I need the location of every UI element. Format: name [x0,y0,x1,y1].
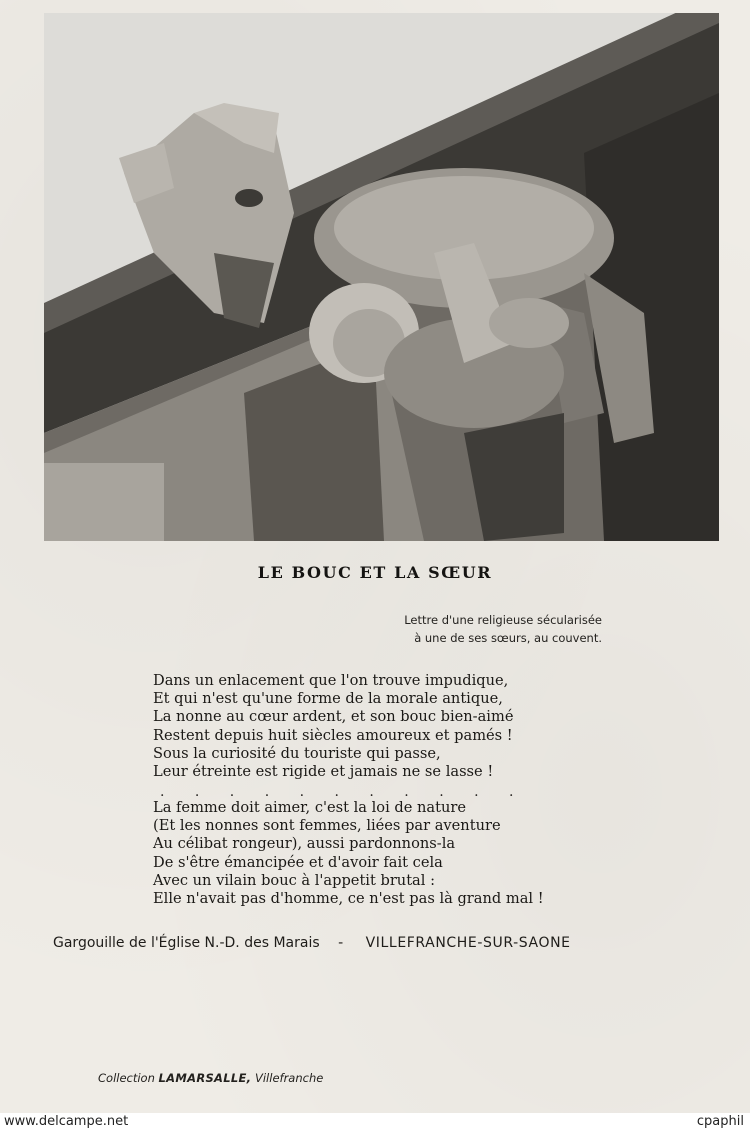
subtitle-line: Lettre d'une religieuse sécularisée [404,613,602,627]
poem-line: Avec un vilain bouc à l'appetit brutal : [153,871,435,889]
poem-line: La nonne au cœur ardent, et son bouc bien-aimé [153,708,514,726]
poem-line: (Et les nonnes sont femmes, liées par aventure [153,817,501,835]
poem-line: Elle n'avait pas d'homme, ce n'est pas là grand mal ! [153,890,544,908]
collection-credit [98,1071,323,1085]
collection-prefix: Collection [98,1071,155,1085]
poem-line: Dans un enlacement que l'on trouve impudique, [153,672,509,689]
postcard-title: LE BOUC ET LA SŒUR [257,563,493,582]
watermark-bar [0,1113,750,1131]
caption-dash: - [338,935,344,951]
gargoyle-photo [44,13,719,541]
subtitle [302,611,602,647]
caption-place: VILLEFRANCHE-SUR-SAONE [365,935,571,951]
poem-line: De s'être émancipée et d'avoir fait cela [153,853,443,871]
stanza-separator: . . . . . . . . . . . [160,784,527,800]
collection-city: Villefranche [255,1071,324,1085]
poem-line: Restent depuis huit siècles amoureux et pamés ! [153,726,513,744]
caption-subject: Gargouille de l'Église N.-D. des Marais [53,935,320,951]
poem-stanza-2 [153,799,633,908]
poem-stanza-1 [153,672,633,781]
photo-caption [53,935,703,951]
poem-line: Au célibat rongeur), aussi pardonnons-la [153,835,456,853]
poem-line: Leur étreinte est rigide et jamais ne se lasse ! [153,763,494,781]
poem-line: La femme doit aimer, c'est la loi de nature [153,799,466,816]
watermark-seller: cpaphil [696,1114,744,1129]
collection-name: LAMARSALLE, [158,1071,252,1085]
watermark-site: www.delcampe.net [4,1114,129,1129]
poem-line: Et qui n'est qu'une forme de la morale antique, [153,690,503,708]
poem-line: Sous la curiosité du touriste qui passe, [153,744,441,762]
subtitle-line: à une de ses sœurs, au couvent. [414,631,602,645]
